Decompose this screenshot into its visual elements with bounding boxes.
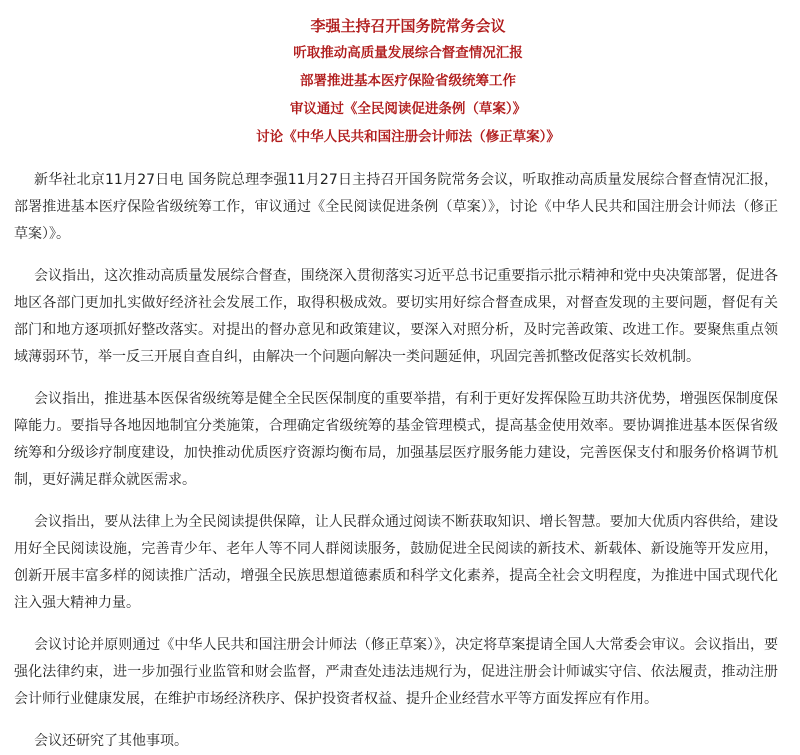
headline-block bbox=[38, 14, 778, 149]
article-paragraph: 会议指出，推进基本医保省级统筹是健全全民医保制度的重要举措，有利于更好发挥保险互助共济优势，增强医保制度保障能力。要指导各地因地制宜分类施策，合理确定省级统筹的基金管理模式，提高基金使用效率。要协调推进基本医保省级统筹和分级诊疗制度建设，加快推动优质医疗资源均衡布局，加强基层医疗服务能力建设，完善医保支付和服务价格调节机制，更好满足群众就医需求。 bbox=[14, 391, 778, 488]
article-paragraph: 会议指出，要从法律上为全民阅读提供保障，让人民群众通过阅读不断获取知识、增长智慧。要加大优质内容供给，建设用好全民阅读设施，完善青少年、老年人等不同人群阅读服务，鼓励促进全民阅读的新技术、新载体、新设施等开发应用，创新开展丰富多样的阅读推广活动，增强全民族思想道德素质和科学文化素养，提高全社会文明程度，为推进中国式现代化注入强大精神力量。 bbox=[14, 514, 778, 611]
article-body bbox=[14, 167, 778, 755]
article-paragraph: 会议还研究了其他事项。 bbox=[34, 733, 188, 749]
article-subtitle: 部署推进基本医疗保险省级统筹工作 bbox=[300, 73, 516, 89]
article-subtitle: 听取推动高质量发展综合督查情况汇报 bbox=[293, 45, 523, 61]
article-title: 李强主持召开国务院常务会议 bbox=[310, 17, 506, 35]
article-subtitle: 讨论《中华人民共和国注册会计师法（修正草案）》 bbox=[256, 129, 560, 145]
article-paragraph: 新华社北京11月27日电 国务院总理李强11月27日主持召开国务院常务会议，听取推动高质量发展综合督查情况汇报，部署推进基本医疗保险省级统筹工作，审议通过《全民阅读促进条例（草案）》，讨论《中华人民共和国注册会计师法（修正草案）》。 bbox=[14, 172, 778, 242]
article-paragraph: 会议讨论并原则通过《中华人民共和国注册会计师法（修正草案）》，决定将草案提请全国人大常委会审议。会议指出，要强化法律约束，进一步加强行业监管和财会监督，严肃查处违法违规行为，促进注册会计师诚实守信、依法履责，推动注册会计师行业健康发展，在维护市场经济秩序、保护投资者权益、提升企业经营水平等方面发挥应有作用。 bbox=[14, 637, 778, 707]
article-subtitle: 审议通过《全民阅读促进条例（草案）》 bbox=[289, 101, 527, 117]
article-paragraph: 会议指出，这次推动高质量发展综合督查，围绕深入贯彻落实习近平总书记重要指示批示精神和党中央决策部署，促进各地区各部门更加扎实做好经济社会发展工作，取得积极成效。要切实用好综合督查成果，对督查发现的主要问题，督促有关部门和地方逐项抓好整改落实。对提出的督办意见和政策建议，要深入对照分析，及时完善政策、改进工作。要聚焦重点领域薄弱环节，举一反三开展自查自纠，由解决一个问题向解决一类问题延伸，巩固完善抓整改促落实长效机制。 bbox=[14, 268, 778, 365]
